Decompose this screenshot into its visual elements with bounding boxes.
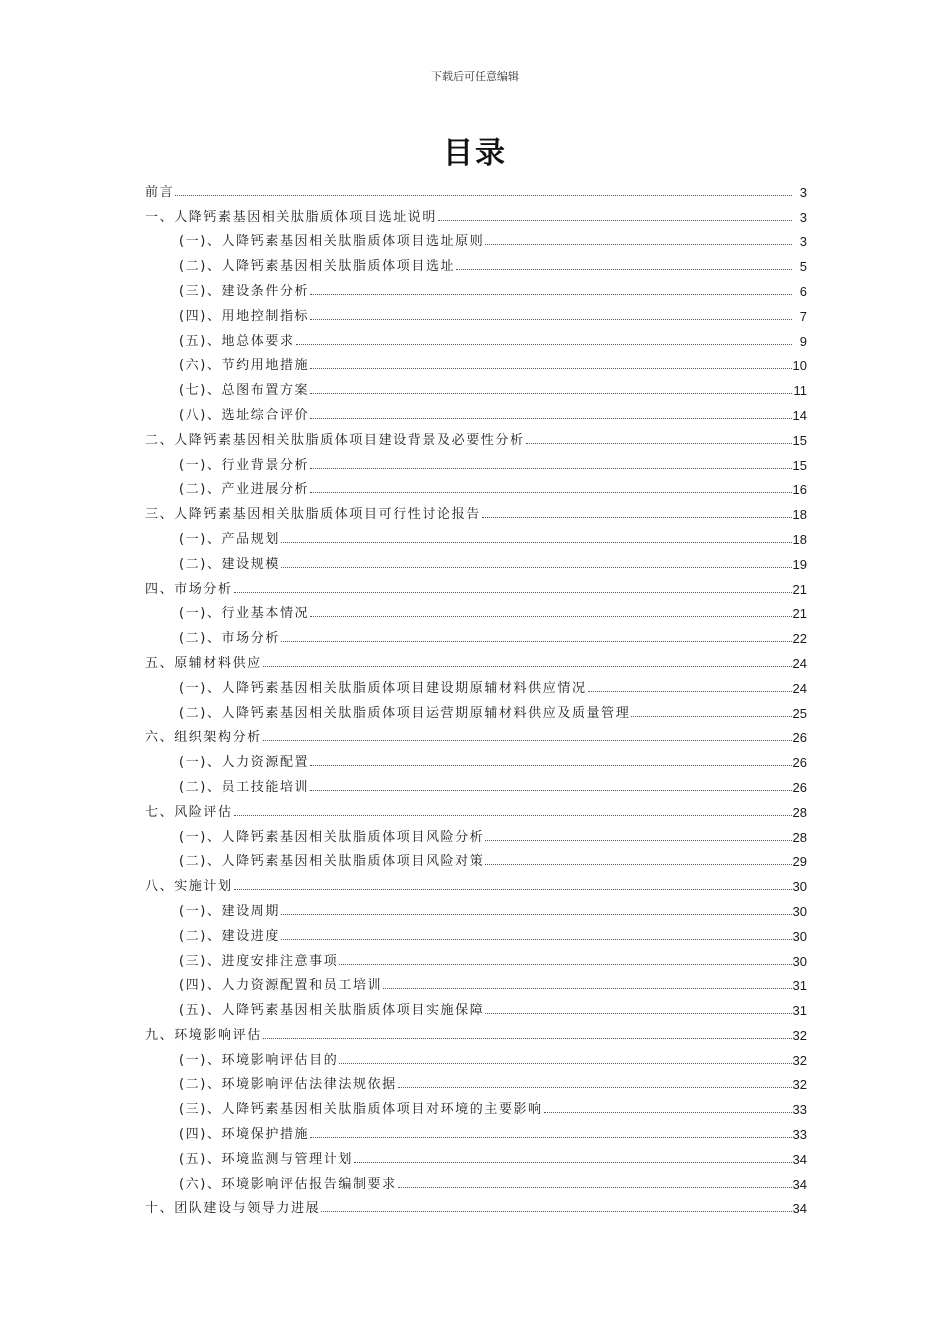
toc-entry-text: 四、市场分析 bbox=[145, 581, 233, 597]
toc-page-number: 32 bbox=[792, 1052, 807, 1068]
header-note: 下载后可任意编辑 bbox=[431, 70, 519, 83]
toc-page-number: 29 bbox=[792, 854, 807, 870]
toc-entry-text: 六、组织架构分析 bbox=[145, 730, 262, 746]
toc-page-number: 14 bbox=[792, 407, 807, 423]
toc-entry-text: 七、风险评估 bbox=[145, 804, 233, 820]
toc-entry[interactable] bbox=[145, 572, 807, 597]
toc-entry-sub[interactable] bbox=[145, 1167, 807, 1192]
toc-entry-sub[interactable] bbox=[145, 349, 807, 374]
toc-leader-dots bbox=[310, 789, 791, 791]
toc-page-number: 10 bbox=[792, 358, 807, 374]
toc-leader-dots bbox=[398, 1186, 792, 1188]
toc-leader-dots bbox=[234, 888, 792, 890]
toc-entry-text: (一)、人降钙素基因相关肽脂质体项目风险分析 bbox=[179, 829, 485, 845]
toc-leader-dots bbox=[485, 839, 791, 841]
toc-page-number: 15 bbox=[792, 432, 807, 448]
toc-entry-sub[interactable] bbox=[145, 324, 807, 349]
toc-entry-text: (五)、人降钙素基因相关肽脂质体项目实施保障 bbox=[179, 1003, 485, 1019]
toc-leader-dots bbox=[310, 392, 792, 394]
toc-leader-dots bbox=[485, 243, 792, 245]
toc-entry-text: (一)、产品规划 bbox=[179, 531, 280, 547]
toc-entry-text: (四)、环境保护措施 bbox=[179, 1127, 310, 1143]
toc-leader-dots bbox=[234, 814, 792, 816]
toc-leader-dots bbox=[310, 318, 792, 320]
toc-page-number: 3 bbox=[799, 209, 807, 225]
toc-entry-sub[interactable] bbox=[145, 274, 807, 299]
toc-entry-text: (六)、节约用地措施 bbox=[179, 358, 310, 374]
toc-entry-sub[interactable] bbox=[145, 597, 807, 622]
toc-page-number: 31 bbox=[792, 978, 807, 994]
toc-entry-text: 九、环境影响评估 bbox=[145, 1027, 262, 1043]
toc-entry-text: (一)、人降钙素基因相关肽脂质体项目建设期原辅材料供应情况 bbox=[179, 680, 587, 696]
toc-entry-text: (二)、环境影响评估法律法规依据 bbox=[179, 1077, 397, 1093]
toc-entry-text: (一)、人力资源配置 bbox=[179, 755, 310, 771]
toc-entry-text: (五)、地总体要求 bbox=[179, 333, 295, 349]
toc-page-number: 11 bbox=[793, 383, 807, 399]
toc-page-number: 28 bbox=[792, 829, 807, 845]
toc-entry-text: (四)、用地控制指标 bbox=[179, 308, 310, 324]
toc-entry-sub[interactable] bbox=[145, 299, 807, 324]
toc-leader-dots bbox=[263, 1037, 792, 1039]
toc-page-number: 18 bbox=[792, 531, 807, 547]
toc-page-number: 32 bbox=[792, 1077, 807, 1093]
toc-page-number: 26 bbox=[792, 755, 807, 771]
toc-entry-sub[interactable] bbox=[145, 621, 807, 646]
toc-page-number: 21 bbox=[792, 606, 807, 622]
toc-entry-text: 八、实施计划 bbox=[145, 879, 233, 895]
toc-leader-dots bbox=[544, 1111, 792, 1113]
toc-entry[interactable] bbox=[145, 646, 807, 671]
toc-leader-dots bbox=[310, 417, 791, 419]
toc-page-number: 34 bbox=[792, 1176, 807, 1192]
toc-entry-text: (二)、人降钙素基因相关肽脂质体项目选址 bbox=[179, 259, 456, 275]
toc-leader-dots bbox=[263, 739, 792, 741]
toc-entry-text: (六)、环境影响评估报告编制要求 bbox=[179, 1176, 397, 1192]
toc-entry-text: (三)、人降钙素基因相关肽脂质体项目对环境的主要影响 bbox=[179, 1102, 543, 1118]
toc-entry-text: 五、原辅材料供应 bbox=[145, 655, 262, 671]
toc-leader-dots bbox=[310, 293, 792, 295]
toc-entry[interactable] bbox=[145, 795, 807, 820]
toc-leader-dots bbox=[310, 615, 791, 617]
toc-page-number: 24 bbox=[792, 655, 807, 671]
toc-entry-sub[interactable] bbox=[145, 1117, 807, 1142]
toc-entry-sub[interactable] bbox=[145, 1092, 807, 1117]
toc-entry-sub[interactable] bbox=[145, 398, 807, 423]
toc-entry-text: (一)、环境影响评估目的 bbox=[179, 1052, 339, 1068]
toc-entry-sub[interactable] bbox=[145, 845, 807, 870]
toc-entry-text: (二)、市场分析 bbox=[179, 631, 280, 647]
toc-page-number: 26 bbox=[792, 779, 807, 795]
toc-entry[interactable] bbox=[145, 1018, 807, 1043]
toc-page-number: 30 bbox=[792, 879, 807, 895]
toc-page-number: 28 bbox=[792, 804, 807, 820]
toc-entry[interactable] bbox=[145, 200, 807, 225]
toc-page-number: 3 bbox=[799, 184, 807, 200]
toc-leader-dots bbox=[485, 1012, 791, 1014]
toc-leader-dots bbox=[588, 690, 792, 692]
toc-page-number: 34 bbox=[792, 1201, 807, 1217]
toc-page-number: 15 bbox=[792, 457, 807, 473]
toc-page-number: 9 bbox=[799, 333, 807, 349]
toc-page-number: 6 bbox=[799, 283, 807, 299]
toc-entry-text: 三、人降钙素基因相关肽脂质体项目可行性讨论报告 bbox=[145, 507, 481, 523]
toc-entry[interactable] bbox=[145, 175, 807, 200]
toc-entry-text: (二)、产业进展分析 bbox=[179, 482, 310, 498]
toc-page-number: 21 bbox=[792, 581, 807, 597]
toc-entry-text: (三)、建设条件分析 bbox=[179, 283, 310, 299]
toc-entry-text: (二)、建设规模 bbox=[179, 556, 280, 572]
toc-leader-dots bbox=[281, 541, 792, 543]
toc-leader-dots bbox=[339, 963, 791, 965]
toc-entry-sub[interactable] bbox=[145, 919, 807, 944]
toc-leader-dots bbox=[485, 863, 791, 865]
toc-leader-dots bbox=[526, 442, 792, 444]
toc-leader-dots bbox=[482, 516, 792, 518]
toc-entry-text: (四)、人力资源配置和员工培训 bbox=[179, 978, 383, 994]
toc-leader-dots bbox=[175, 194, 792, 196]
toc-page-number: 26 bbox=[792, 730, 807, 746]
toc-entry-sub[interactable] bbox=[145, 696, 807, 721]
toc-entry-text: (八)、选址综合评价 bbox=[179, 407, 310, 423]
table-of-contents bbox=[145, 175, 807, 1216]
toc-page-number: 34 bbox=[792, 1151, 807, 1167]
toc-entry[interactable] bbox=[145, 721, 807, 746]
toc-entry-sub[interactable] bbox=[145, 969, 807, 994]
toc-leader-dots bbox=[281, 566, 792, 568]
toc-leader-dots bbox=[310, 764, 791, 766]
toc-entry[interactable] bbox=[145, 869, 807, 894]
toc-entry-text: (二)、人降钙素基因相关肽脂质体项目运营期原辅材料供应及质量管理 bbox=[179, 705, 631, 721]
toc-page-number: 33 bbox=[792, 1102, 807, 1118]
toc-leader-dots bbox=[310, 1136, 791, 1138]
toc-page-number: 30 bbox=[792, 928, 807, 944]
toc-entry-sub[interactable] bbox=[145, 522, 807, 547]
toc-page-number: 24 bbox=[792, 680, 807, 696]
toc-entry-sub[interactable] bbox=[145, 1142, 807, 1167]
toc-entry[interactable] bbox=[145, 423, 807, 448]
toc-leader-dots bbox=[296, 343, 792, 345]
toc-entry-text: 二、人降钙素基因相关肽脂质体项目建设背景及必要性分析 bbox=[145, 432, 525, 448]
toc-entry-sub[interactable] bbox=[145, 993, 807, 1018]
toc-entry-sub[interactable] bbox=[145, 1043, 807, 1068]
toc-page-number: 30 bbox=[792, 953, 807, 969]
toc-page-number: 18 bbox=[792, 507, 807, 523]
toc-entry-sub[interactable] bbox=[145, 894, 807, 919]
toc-entry-text: (一)、人降钙素基因相关肽脂质体项目选址原则 bbox=[179, 234, 485, 250]
toc-entry-sub[interactable] bbox=[145, 473, 807, 498]
toc-leader-dots bbox=[263, 665, 792, 667]
toc-entry-sub[interactable] bbox=[145, 745, 807, 770]
toc-entry-text: (二)、建设进度 bbox=[179, 928, 280, 944]
toc-entry[interactable] bbox=[145, 1192, 807, 1217]
toc-entry-sub[interactable] bbox=[145, 373, 807, 398]
toc-entry-sub[interactable] bbox=[145, 671, 807, 696]
toc-entry-text: (七)、总图布置方案 bbox=[179, 383, 310, 399]
toc-entry-sub[interactable] bbox=[145, 249, 807, 274]
toc-page-number: 16 bbox=[792, 482, 807, 498]
toc-entry-sub[interactable] bbox=[145, 944, 807, 969]
toc-page-number: 19 bbox=[792, 556, 807, 572]
toc-page-number: 31 bbox=[792, 1003, 807, 1019]
toc-entry-sub[interactable] bbox=[145, 225, 807, 250]
toc-leader-dots bbox=[281, 913, 792, 915]
toc-entry-text: 前言 bbox=[145, 184, 175, 200]
toc-page-number: 5 bbox=[799, 259, 807, 275]
toc-leader-dots bbox=[438, 219, 792, 221]
toc-leader-dots bbox=[354, 1161, 792, 1163]
toc-entry-text: (一)、行业背景分析 bbox=[179, 457, 310, 473]
toc-leader-dots bbox=[281, 938, 792, 940]
toc-leader-dots bbox=[310, 491, 791, 493]
toc-leader-dots bbox=[339, 1062, 791, 1064]
toc-leader-dots bbox=[456, 268, 792, 270]
toc-page-number: 22 bbox=[792, 631, 807, 647]
toc-page-number: 7 bbox=[799, 308, 807, 324]
toc-entry-text: (二)、人降钙素基因相关肽脂质体项目风险对策 bbox=[179, 854, 485, 870]
toc-leader-dots bbox=[383, 987, 791, 989]
toc-leader-dots bbox=[321, 1210, 791, 1212]
toc-leader-dots bbox=[234, 591, 792, 593]
toc-entry-sub[interactable] bbox=[145, 448, 807, 473]
toc-page-number: 25 bbox=[792, 705, 807, 721]
toc-entry-text: (五)、环境监测与管理计划 bbox=[179, 1151, 353, 1167]
toc-leader-dots bbox=[631, 715, 791, 717]
toc-entry-sub[interactable] bbox=[145, 547, 807, 572]
toc-entry-sub[interactable] bbox=[145, 820, 807, 845]
toc-leader-dots bbox=[310, 367, 791, 369]
toc-title: 目录 bbox=[443, 136, 507, 171]
toc-leader-dots bbox=[398, 1086, 792, 1088]
toc-page-number: 3 bbox=[799, 234, 807, 250]
toc-entry-text: 一、人降钙素基因相关肽脂质体项目选址说明 bbox=[145, 209, 438, 225]
toc-entry-text: (二)、员工技能培训 bbox=[179, 779, 310, 795]
toc-entry-sub[interactable] bbox=[145, 770, 807, 795]
toc-entry-text: (一)、建设周期 bbox=[179, 903, 280, 919]
toc-page-number: 32 bbox=[792, 1027, 807, 1043]
toc-leader-dots bbox=[310, 467, 791, 469]
toc-entry-text: (一)、行业基本情况 bbox=[179, 606, 310, 622]
toc-leader-dots bbox=[281, 640, 792, 642]
toc-entry-text: 十、团队建设与领导力进展 bbox=[145, 1201, 321, 1217]
toc-entry[interactable] bbox=[145, 497, 807, 522]
toc-page-number: 30 bbox=[792, 903, 807, 919]
toc-entry-text: (三)、进度安排注意事项 bbox=[179, 953, 339, 969]
toc-entry-sub[interactable] bbox=[145, 1068, 807, 1093]
toc-page-number: 33 bbox=[792, 1127, 807, 1143]
